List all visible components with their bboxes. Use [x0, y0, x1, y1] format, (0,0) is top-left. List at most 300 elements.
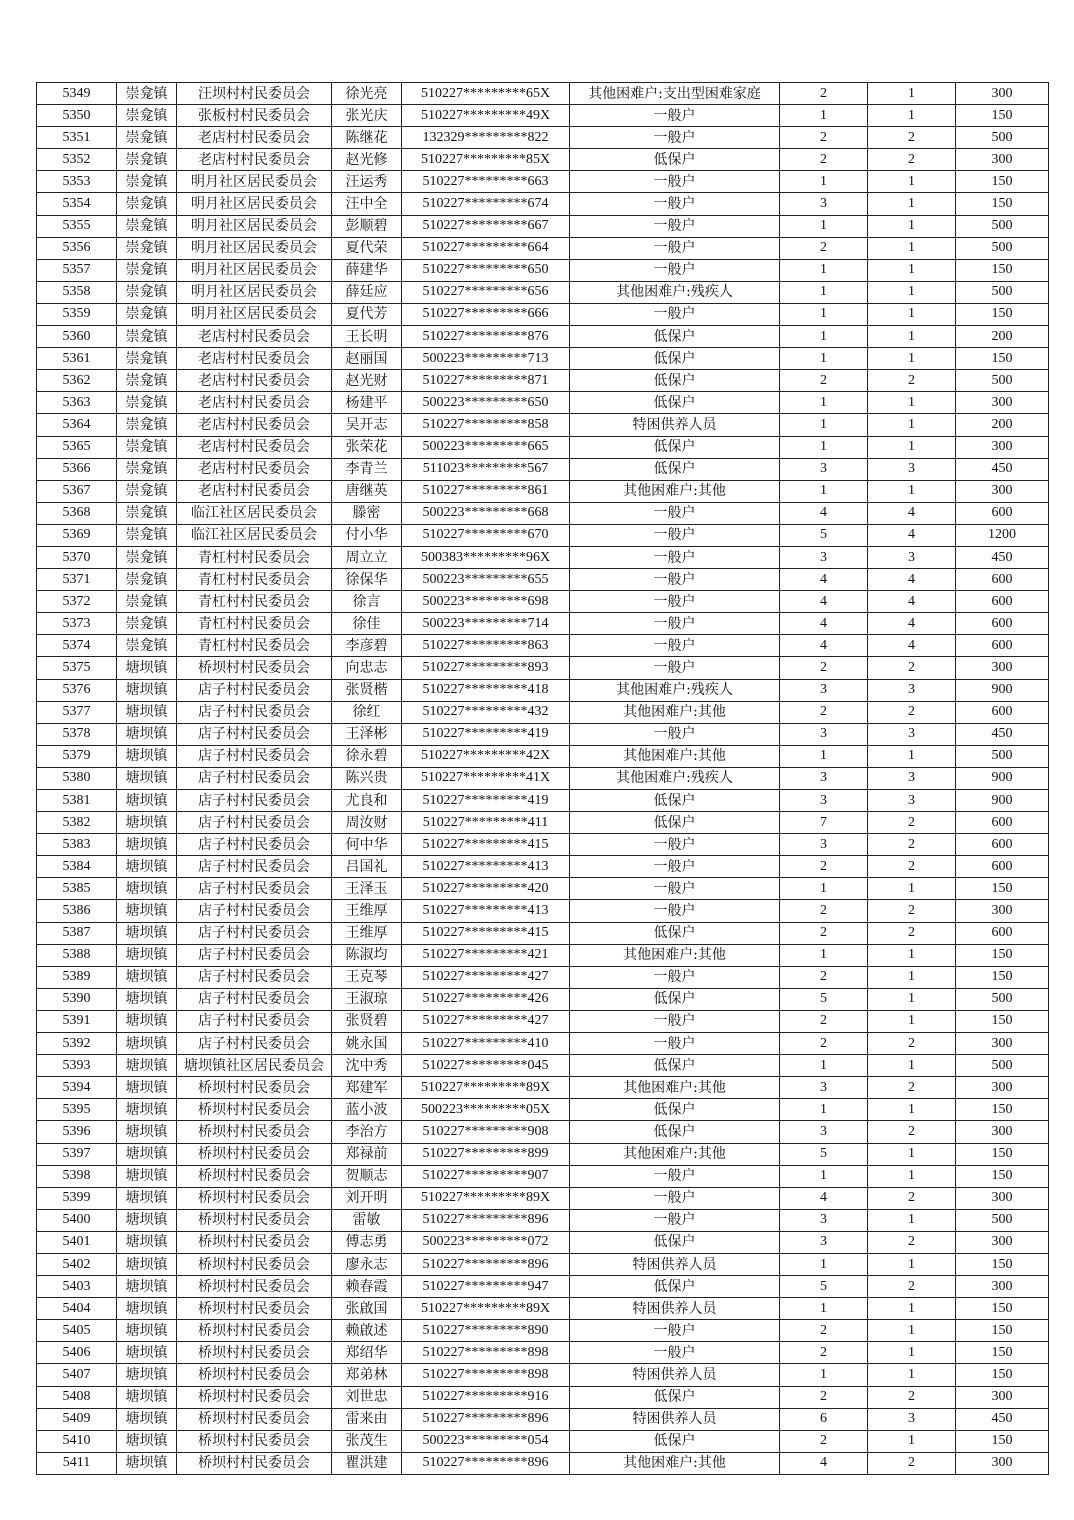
id-number-cell: 500223*********072	[402, 1231, 570, 1253]
town-cell: 塘坝镇	[117, 944, 177, 966]
table-row	[37, 812, 1049, 834]
seq-cell: 5380	[37, 767, 117, 789]
town-cell: 塘坝镇	[117, 1077, 177, 1099]
town-cell: 塘坝镇	[117, 790, 177, 812]
town-cell: 塘坝镇	[117, 878, 177, 900]
assisted-count-cell: 1	[868, 171, 956, 193]
committee-cell: 明月社区居民委员会	[177, 215, 332, 237]
assisted-count-cell: 1	[868, 878, 956, 900]
family-size-cell: 3	[780, 193, 868, 215]
family-size-cell: 2	[780, 1386, 868, 1408]
amount-cell: 150	[956, 1143, 1049, 1165]
seq-cell: 5407	[37, 1364, 117, 1386]
table-row	[37, 767, 1049, 789]
town-cell: 崇龛镇	[117, 546, 177, 568]
seq-cell: 5368	[37, 502, 117, 524]
household-type-cell: 低保户	[570, 149, 780, 171]
id-number-cell: 510227*********947	[402, 1276, 570, 1298]
household-type-cell: 特困供养人员	[570, 414, 780, 436]
id-number-cell: 510227*********65X	[402, 83, 570, 105]
table-row	[37, 436, 1049, 458]
id-number-cell: 510227*********670	[402, 524, 570, 546]
amount-cell: 150	[956, 193, 1049, 215]
committee-cell: 青杠村村民委员会	[177, 635, 332, 657]
family-size-cell: 3	[780, 1121, 868, 1143]
family-size-cell: 2	[780, 922, 868, 944]
household-type-cell: 特困供养人员	[570, 1298, 780, 1320]
name-cell: 汪运秀	[332, 171, 402, 193]
family-size-cell: 2	[780, 237, 868, 259]
seq-cell: 5372	[37, 591, 117, 613]
household-type-cell: 一般户	[570, 259, 780, 281]
assisted-count-cell: 2	[868, 812, 956, 834]
family-size-cell: 2	[780, 856, 868, 878]
assisted-count-cell: 1	[868, 1143, 956, 1165]
assisted-count-cell: 1	[868, 966, 956, 988]
town-cell: 塘坝镇	[117, 1121, 177, 1143]
committee-cell: 塘坝镇社区居民委员会	[177, 1055, 332, 1077]
name-cell: 徐光亮	[332, 83, 402, 105]
town-cell: 崇龛镇	[117, 215, 177, 237]
table-row	[37, 988, 1049, 1010]
assisted-count-cell: 1	[868, 1055, 956, 1077]
household-type-cell: 特困供养人员	[570, 1364, 780, 1386]
town-cell: 崇龛镇	[117, 613, 177, 635]
committee-cell: 老店村村民委员会	[177, 127, 332, 149]
town-cell: 塘坝镇	[117, 1408, 177, 1430]
family-size-cell: 4	[780, 502, 868, 524]
committee-cell: 店子村村民委员会	[177, 1010, 332, 1032]
amount-cell: 600	[956, 635, 1049, 657]
town-cell: 塘坝镇	[117, 988, 177, 1010]
committee-cell: 店子村村民委员会	[177, 878, 332, 900]
household-type-cell: 低保户	[570, 812, 780, 834]
name-cell: 郑绍华	[332, 1342, 402, 1364]
family-size-cell: 1	[780, 105, 868, 127]
town-cell: 塘坝镇	[117, 856, 177, 878]
assisted-count-cell: 1	[868, 326, 956, 348]
committee-cell: 老店村村民委员会	[177, 326, 332, 348]
assisted-count-cell: 1	[868, 1165, 956, 1187]
amount-cell: 150	[956, 259, 1049, 281]
town-cell: 崇龛镇	[117, 281, 177, 303]
committee-cell: 店子村村民委员会	[177, 679, 332, 701]
id-number-cell: 500223*********054	[402, 1430, 570, 1452]
id-number-cell: 510227*********89X	[402, 1298, 570, 1320]
household-type-cell: 其他困难户:残疾人	[570, 679, 780, 701]
id-number-cell: 510227*********419	[402, 723, 570, 745]
committee-cell: 明月社区居民委员会	[177, 303, 332, 325]
seq-cell: 5399	[37, 1187, 117, 1209]
household-type-cell: 低保户	[570, 1276, 780, 1298]
id-number-cell: 511023*********567	[402, 458, 570, 480]
assisted-count-cell: 2	[868, 370, 956, 392]
town-cell: 塘坝镇	[117, 1033, 177, 1055]
town-cell: 塘坝镇	[117, 900, 177, 922]
name-cell: 徐红	[332, 701, 402, 723]
household-type-cell: 一般户	[570, 657, 780, 679]
name-cell: 张贤碧	[332, 1010, 402, 1032]
household-type-cell: 其他困难户:其他	[570, 1143, 780, 1165]
seq-cell: 5366	[37, 458, 117, 480]
committee-cell: 汪坝村村民委员会	[177, 83, 332, 105]
id-number-cell: 510227*********411	[402, 812, 570, 834]
name-cell: 徐永碧	[332, 745, 402, 767]
amount-cell: 300	[956, 1276, 1049, 1298]
name-cell: 彭顺碧	[332, 215, 402, 237]
family-size-cell: 1	[780, 745, 868, 767]
amount-cell: 300	[956, 1452, 1049, 1474]
committee-cell: 店子村村民委员会	[177, 812, 332, 834]
name-cell: 王泽玉	[332, 878, 402, 900]
assisted-count-cell: 3	[868, 679, 956, 701]
family-size-cell: 1	[780, 944, 868, 966]
name-cell: 郑建军	[332, 1077, 402, 1099]
household-type-cell: 低保户	[570, 326, 780, 348]
name-cell: 李彦碧	[332, 635, 402, 657]
assisted-count-cell: 1	[868, 436, 956, 458]
assisted-count-cell: 1	[868, 281, 956, 303]
table-row	[37, 1099, 1049, 1121]
household-type-cell: 一般户	[570, 613, 780, 635]
id-number-cell: 510227*********426	[402, 988, 570, 1010]
table-row	[37, 524, 1049, 546]
committee-cell: 青杠村村民委员会	[177, 591, 332, 613]
family-size-cell: 4	[780, 635, 868, 657]
table-row	[37, 1408, 1049, 1430]
town-cell: 崇龛镇	[117, 127, 177, 149]
table-row	[37, 303, 1049, 325]
assisted-count-cell: 1	[868, 83, 956, 105]
assisted-count-cell: 2	[868, 1452, 956, 1474]
assisted-count-cell: 1	[868, 1342, 956, 1364]
amount-cell: 300	[956, 149, 1049, 171]
town-cell: 塘坝镇	[117, 1099, 177, 1121]
family-size-cell: 1	[780, 259, 868, 281]
seq-cell: 5396	[37, 1121, 117, 1143]
town-cell: 崇龛镇	[117, 480, 177, 502]
seq-cell: 5359	[37, 303, 117, 325]
committee-cell: 店子村村民委员会	[177, 1033, 332, 1055]
seq-cell: 5390	[37, 988, 117, 1010]
seq-cell: 5378	[37, 723, 117, 745]
committee-cell: 老店村村民委员会	[177, 149, 332, 171]
name-cell: 李治方	[332, 1121, 402, 1143]
family-size-cell: 1	[780, 392, 868, 414]
household-type-cell: 低保户	[570, 348, 780, 370]
seq-cell: 5365	[37, 436, 117, 458]
seq-cell: 5404	[37, 1298, 117, 1320]
seq-cell: 5394	[37, 1077, 117, 1099]
seq-cell: 5377	[37, 701, 117, 723]
household-type-cell: 一般户	[570, 303, 780, 325]
id-number-cell: 510227*********666	[402, 303, 570, 325]
town-cell: 崇龛镇	[117, 591, 177, 613]
table-row	[37, 1430, 1049, 1452]
records-table-body	[37, 83, 1049, 1475]
town-cell: 崇龛镇	[117, 259, 177, 281]
table-row	[37, 1143, 1049, 1165]
family-size-cell: 2	[780, 900, 868, 922]
family-size-cell: 1	[780, 171, 868, 193]
table-row	[37, 1187, 1049, 1209]
table-row	[37, 546, 1049, 568]
seq-cell: 5384	[37, 856, 117, 878]
seq-cell: 5392	[37, 1033, 117, 1055]
town-cell: 塘坝镇	[117, 966, 177, 988]
id-number-cell: 510227*********432	[402, 701, 570, 723]
amount-cell: 300	[956, 392, 1049, 414]
committee-cell: 明月社区居民委员会	[177, 193, 332, 215]
family-size-cell: 1	[780, 1165, 868, 1187]
id-number-cell: 510227*********419	[402, 790, 570, 812]
seq-cell: 5405	[37, 1320, 117, 1342]
household-type-cell: 低保户	[570, 436, 780, 458]
committee-cell: 临江社区居民委员会	[177, 524, 332, 546]
town-cell: 塘坝镇	[117, 767, 177, 789]
committee-cell: 店子村村民委员会	[177, 900, 332, 922]
family-size-cell: 3	[780, 546, 868, 568]
town-cell: 崇龛镇	[117, 370, 177, 392]
seq-cell: 5361	[37, 348, 117, 370]
family-size-cell: 1	[780, 326, 868, 348]
id-number-cell: 510227*********896	[402, 1253, 570, 1275]
table-row	[37, 502, 1049, 524]
assisted-count-cell: 1	[868, 105, 956, 127]
family-size-cell: 1	[780, 1253, 868, 1275]
seq-cell: 5402	[37, 1253, 117, 1275]
seq-cell: 5357	[37, 259, 117, 281]
table-row	[37, 1231, 1049, 1253]
assisted-count-cell: 1	[868, 215, 956, 237]
assisted-count-cell: 2	[868, 149, 956, 171]
table-row	[37, 657, 1049, 679]
id-number-cell: 510227*********413	[402, 856, 570, 878]
committee-cell: 店子村村民委员会	[177, 790, 332, 812]
table-row	[37, 105, 1049, 127]
id-number-cell: 510227*********890	[402, 1320, 570, 1342]
family-size-cell: 2	[780, 370, 868, 392]
assisted-count-cell: 2	[868, 701, 956, 723]
family-size-cell: 2	[780, 149, 868, 171]
amount-cell: 150	[956, 1364, 1049, 1386]
town-cell: 塘坝镇	[117, 1231, 177, 1253]
household-type-cell: 低保户	[570, 922, 780, 944]
committee-cell: 明月社区居民委员会	[177, 281, 332, 303]
town-cell: 崇龛镇	[117, 171, 177, 193]
amount-cell: 200	[956, 414, 1049, 436]
name-cell: 赖啟述	[332, 1320, 402, 1342]
town-cell: 崇龛镇	[117, 348, 177, 370]
id-number-cell: 500223*********05X	[402, 1099, 570, 1121]
name-cell: 瞿洪建	[332, 1452, 402, 1474]
amount-cell: 150	[956, 1099, 1049, 1121]
id-number-cell: 510227*********863	[402, 635, 570, 657]
town-cell: 塘坝镇	[117, 1143, 177, 1165]
table-row	[37, 569, 1049, 591]
town-cell: 崇龛镇	[117, 237, 177, 259]
committee-cell: 桥坝村村民委员会	[177, 1231, 332, 1253]
name-cell: 郑弟林	[332, 1364, 402, 1386]
town-cell: 塘坝镇	[117, 1209, 177, 1231]
family-size-cell: 1	[780, 1099, 868, 1121]
table-row	[37, 1386, 1049, 1408]
name-cell: 陈淑均	[332, 944, 402, 966]
committee-cell: 店子村村民委员会	[177, 701, 332, 723]
id-number-cell: 510227*********410	[402, 1033, 570, 1055]
household-type-cell: 一般户	[570, 1033, 780, 1055]
seq-cell: 5400	[37, 1209, 117, 1231]
assisted-count-cell: 2	[868, 1121, 956, 1143]
committee-cell: 桥坝村村民委员会	[177, 1364, 332, 1386]
name-cell: 陈继花	[332, 127, 402, 149]
assisted-count-cell: 3	[868, 723, 956, 745]
amount-cell: 500	[956, 1209, 1049, 1231]
id-number-cell: 510227*********908	[402, 1121, 570, 1143]
committee-cell: 临江社区居民委员会	[177, 502, 332, 524]
assisted-count-cell: 2	[868, 657, 956, 679]
household-type-cell: 其他困难户:其他	[570, 1452, 780, 1474]
seq-cell: 5388	[37, 944, 117, 966]
amount-cell: 900	[956, 679, 1049, 701]
family-size-cell: 2	[780, 1033, 868, 1055]
assisted-count-cell: 1	[868, 1320, 956, 1342]
id-number-cell: 510227*********650	[402, 259, 570, 281]
id-number-cell: 510227*********421	[402, 944, 570, 966]
amount-cell: 300	[956, 1077, 1049, 1099]
family-size-cell: 5	[780, 1276, 868, 1298]
name-cell: 夏代荣	[332, 237, 402, 259]
seq-cell: 5362	[37, 370, 117, 392]
household-type-cell: 其他困难户:其他	[570, 1077, 780, 1099]
committee-cell: 明月社区居民委员会	[177, 171, 332, 193]
assisted-count-cell: 3	[868, 790, 956, 812]
town-cell: 崇龛镇	[117, 569, 177, 591]
name-cell: 蓝小波	[332, 1099, 402, 1121]
amount-cell: 150	[956, 944, 1049, 966]
id-number-cell: 510227*********664	[402, 237, 570, 259]
seq-cell: 5386	[37, 900, 117, 922]
amount-cell: 600	[956, 856, 1049, 878]
household-type-cell: 低保户	[570, 790, 780, 812]
amount-cell: 200	[956, 326, 1049, 348]
id-number-cell: 510227*********41X	[402, 767, 570, 789]
id-number-cell: 510227*********667	[402, 215, 570, 237]
family-size-cell: 2	[780, 1010, 868, 1032]
assisted-count-cell: 2	[868, 900, 956, 922]
assisted-count-cell: 1	[868, 193, 956, 215]
table-row	[37, 127, 1049, 149]
assisted-count-cell: 2	[868, 922, 956, 944]
amount-cell: 500	[956, 127, 1049, 149]
amount-cell: 600	[956, 613, 1049, 635]
table-row	[37, 1033, 1049, 1055]
committee-cell: 桥坝村村民委员会	[177, 1408, 332, 1430]
family-size-cell: 1	[780, 1055, 868, 1077]
household-type-cell: 一般户	[570, 237, 780, 259]
id-number-cell: 500223*********714	[402, 613, 570, 635]
assisted-count-cell: 1	[868, 480, 956, 502]
household-type-cell: 一般户	[570, 193, 780, 215]
seq-cell: 5408	[37, 1386, 117, 1408]
name-cell: 王淑琼	[332, 988, 402, 1010]
name-cell: 姚永国	[332, 1033, 402, 1055]
amount-cell: 300	[956, 83, 1049, 105]
name-cell: 赵光财	[332, 370, 402, 392]
assisted-count-cell: 1	[868, 745, 956, 767]
household-type-cell: 一般户	[570, 1010, 780, 1032]
committee-cell: 青杠村村民委员会	[177, 613, 332, 635]
amount-cell: 600	[956, 502, 1049, 524]
amount-cell: 300	[956, 436, 1049, 458]
amount-cell: 900	[956, 767, 1049, 789]
assisted-count-cell: 1	[868, 348, 956, 370]
id-number-cell: 500223*********655	[402, 569, 570, 591]
table-row	[37, 392, 1049, 414]
seq-cell: 5387	[37, 922, 117, 944]
table-row	[37, 856, 1049, 878]
household-type-cell: 低保户	[570, 1121, 780, 1143]
committee-cell: 桥坝村村民委员会	[177, 1121, 332, 1143]
table-row	[37, 1452, 1049, 1474]
table-row	[37, 83, 1049, 105]
assisted-count-cell: 1	[868, 303, 956, 325]
town-cell: 塘坝镇	[117, 1430, 177, 1452]
seq-cell: 5383	[37, 834, 117, 856]
amount-cell: 300	[956, 1386, 1049, 1408]
committee-cell: 青杠村村民委员会	[177, 546, 332, 568]
amount-cell: 150	[956, 303, 1049, 325]
name-cell: 吴开志	[332, 414, 402, 436]
table-row	[37, 922, 1049, 944]
seq-cell: 5406	[37, 1342, 117, 1364]
id-number-cell: 510227*********861	[402, 480, 570, 502]
id-number-cell: 510227*********413	[402, 900, 570, 922]
table-row	[37, 1055, 1049, 1077]
seq-cell: 5393	[37, 1055, 117, 1077]
seq-cell: 5367	[37, 480, 117, 502]
town-cell: 塘坝镇	[117, 745, 177, 767]
name-cell: 王泽彬	[332, 723, 402, 745]
family-size-cell: 1	[780, 303, 868, 325]
committee-cell: 明月社区居民委员会	[177, 259, 332, 281]
town-cell: 崇龛镇	[117, 458, 177, 480]
id-number-cell: 500223*********668	[402, 502, 570, 524]
table-row	[37, 613, 1049, 635]
committee-cell: 店子村村民委员会	[177, 988, 332, 1010]
amount-cell: 450	[956, 546, 1049, 568]
family-size-cell: 3	[780, 1231, 868, 1253]
assisted-count-cell: 1	[868, 259, 956, 281]
assisted-count-cell: 3	[868, 546, 956, 568]
town-cell: 塘坝镇	[117, 1276, 177, 1298]
household-type-cell: 低保户	[570, 988, 780, 1010]
committee-cell: 桥坝村村民委员会	[177, 1187, 332, 1209]
name-cell: 张啟国	[332, 1298, 402, 1320]
assisted-count-cell: 2	[868, 1033, 956, 1055]
seq-cell: 5385	[37, 878, 117, 900]
seq-cell: 5375	[37, 657, 117, 679]
household-type-cell: 一般户	[570, 591, 780, 613]
name-cell: 张贤楷	[332, 679, 402, 701]
family-size-cell: 5	[780, 988, 868, 1010]
table-row	[37, 878, 1049, 900]
amount-cell: 500	[956, 215, 1049, 237]
seq-cell: 5370	[37, 546, 117, 568]
town-cell: 崇龛镇	[117, 326, 177, 348]
household-type-cell: 一般户	[570, 1342, 780, 1364]
family-size-cell: 1	[780, 348, 868, 370]
